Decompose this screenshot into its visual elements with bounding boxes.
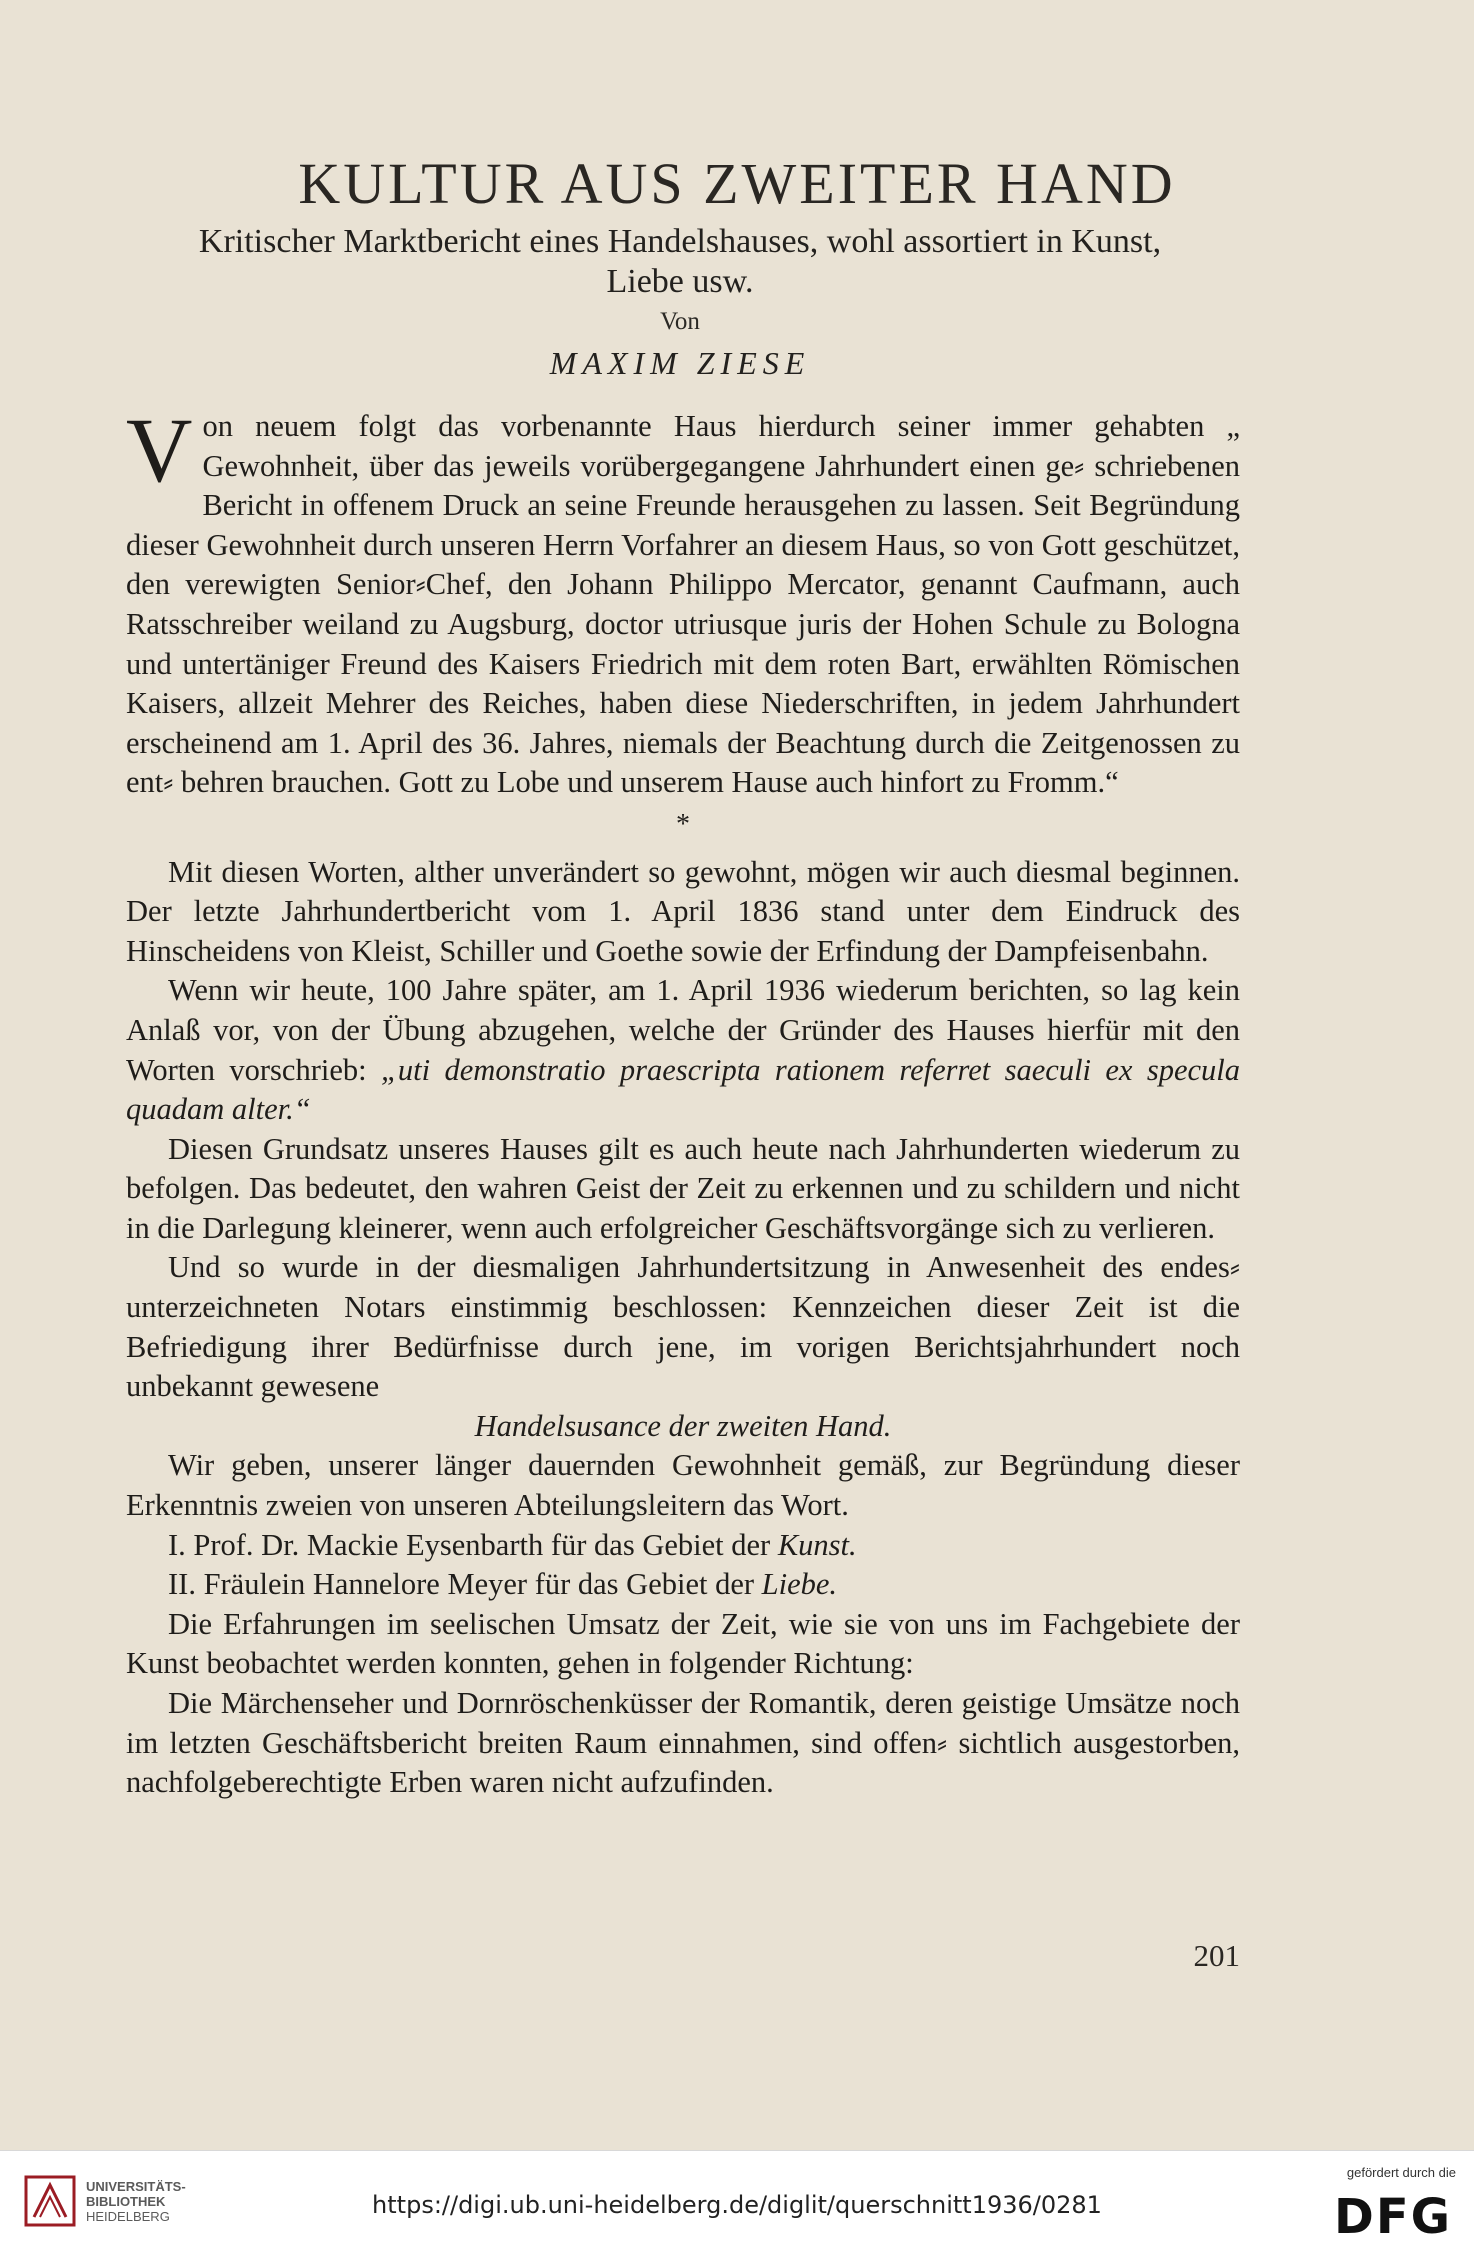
latin-quote: „uti demonstratio praescripta rationem referret saeculi ex specula quadam alter.“ xyxy=(126,1052,1241,1127)
paragraph: Wir geben, unserer länger dauernden Gewohnheit gemäß, zur Begründung dieser Erkenntnis zweien von unseren Abteilungsleitern das Wort. xyxy=(126,1448,1240,1523)
viewer-footer xyxy=(0,2150,1474,2256)
paragraph: Die Erfahrungen im seelischen Umsatz der Zeit, wie sie von uns im Fachgebiete der Kunst beobachtet werden konnten, gehen in folgender Richtung: xyxy=(126,1606,1240,1681)
subtitle-line-2: Liebe usw. xyxy=(606,263,754,300)
centered-heading: Handelsusance der zweiten Hand. xyxy=(474,1408,892,1443)
paragraph-opening-text: on neuem folgt das vorbenannte Haus hierdurch seiner immer gehabten „ Gewohnheit, über das jeweils vorübergegangene Jahrhundert einen ge⸗ schriebenen Bericht in offenem Druck an seine Freunde herausgehen zu lassen. Seit Begründung dieser Gewohnheit durch unseren Herrn Vorfahrer an diesem Haus, so von Gott geschützet, den verewigten Senior⸗Chef, den Johann Philippo Mercator, genannt Caufmann, auch Ratsschreiber weiland zu Augsburg, doctor utriusque juris der Hohen Schule zu Bologna und untertäniger Freund des Kaisers Friedrich mit dem roten Bart, erwählten Römischen Kaisers, allzeit Mehrer des Reiches, haben diese Niederschriften, in jedem Jahrhundert erscheinend am 1. April des 36. Jahres, niemals der Beachtung durch die Zeitgenossen zu ent⸗ behren brauchen. Gott zu Lobe und unserem Hause auch hinfort zu Fromm.“ xyxy=(126,409,1240,800)
paragraph-text: Wenn wir heute, 100 Jahre später, am 1. April 1936 wiederum berichten, so lag kein Anlaß vor, von der Übung abzugehen, welche der Gründer des Hauses hierfür mit den Worten vorschrieb: xyxy=(126,973,1240,1087)
byline-prefix: Von xyxy=(660,308,700,335)
drop-cap: V xyxy=(126,399,193,501)
paragraph-opening xyxy=(126,399,1240,803)
article-title: KULTUR AUS ZWEITER HAND xyxy=(298,151,1176,216)
permalink-url[interactable]: https://digi.ub.uni-heidelberg.de/diglit/querschnitt1936/0281 xyxy=(372,2191,1102,2219)
paragraph xyxy=(126,971,1240,1129)
paragraph: Diesen Grundsatz unseres Hauses gilt es auch heute nach Jahrhunderten wiederum zu befolgen. Das bedeutet, den wahren Geist der Zeit zu erkennen und zu schildern und nicht in die Darlegung kleinerer, wenn auch erfolgreicher Geschäftsvorgänge sich zu verlieren. xyxy=(126,1131,1240,1245)
list-item xyxy=(126,1526,1240,1566)
library-name-line-3: HEIDELBERG xyxy=(86,2209,170,2224)
article-body xyxy=(126,399,1241,1803)
subtitle-line-1: Kritischer Marktbericht eines Handelshauses, wohl assortiert in Kunst, xyxy=(198,223,1162,260)
list-item-field: Liebe. xyxy=(761,1567,838,1602)
list-item-text: I. Prof. Dr. Mackie Eysenbarth für das Gebiet der xyxy=(168,1527,778,1562)
funding-note: gefördert durch die xyxy=(1346,2165,1456,2180)
paragraph: Mit diesen Worten, alther unverändert so gewohnt, mögen wir auch diesmal beginnen. Der letzte Jahrhundertbericht vom 1. April 1836 stand unter dem Eindruck des Hinscheidens von Kleist, Schiller und Goethe sowie der Erfindung der Dampfeisenbahn. xyxy=(126,854,1240,968)
section-separator: * xyxy=(676,808,690,840)
list-item-field: Kunst. xyxy=(777,1527,857,1562)
paragraph: Die Märchenseher und Dornröschenküsser der Romantik, deren geistige Umsätze noch im letzten Geschäftsbericht breiten Raum einnahmen, sind offen⸗ sichtlich ausgestorben, nachfolgeberechtigte Erben waren nicht aufzufinden. xyxy=(126,1686,1240,1800)
library-name-line-1: UNIVERSITÄTS- xyxy=(86,2179,186,2194)
page-number: 201 xyxy=(1193,1938,1240,1973)
list-item-text: II. Fräulein Hannelore Meyer für das Gebiet der xyxy=(168,1567,762,1602)
article-subtitle xyxy=(120,222,1240,302)
library-name-line-2: BIBLIOTHEK xyxy=(86,2194,166,2209)
list-item xyxy=(126,1565,1240,1605)
dfg-logo: DFG xyxy=(1333,2189,1452,2245)
paragraph: Und so wurde in der diesmaligen Jahrhundertsitzung in Anwesenheit des endes⸗ unterzeichneten Notars einstimmig beschlossen: Kennzeichen dieser Zeit ist die Befriedigung ihrer Bedürfnisse durch jene, im vorigen Berichtsjahrhundert noch unbekannt gewesene xyxy=(126,1250,1240,1404)
author-name: MAXIM ZIESE xyxy=(549,345,811,381)
